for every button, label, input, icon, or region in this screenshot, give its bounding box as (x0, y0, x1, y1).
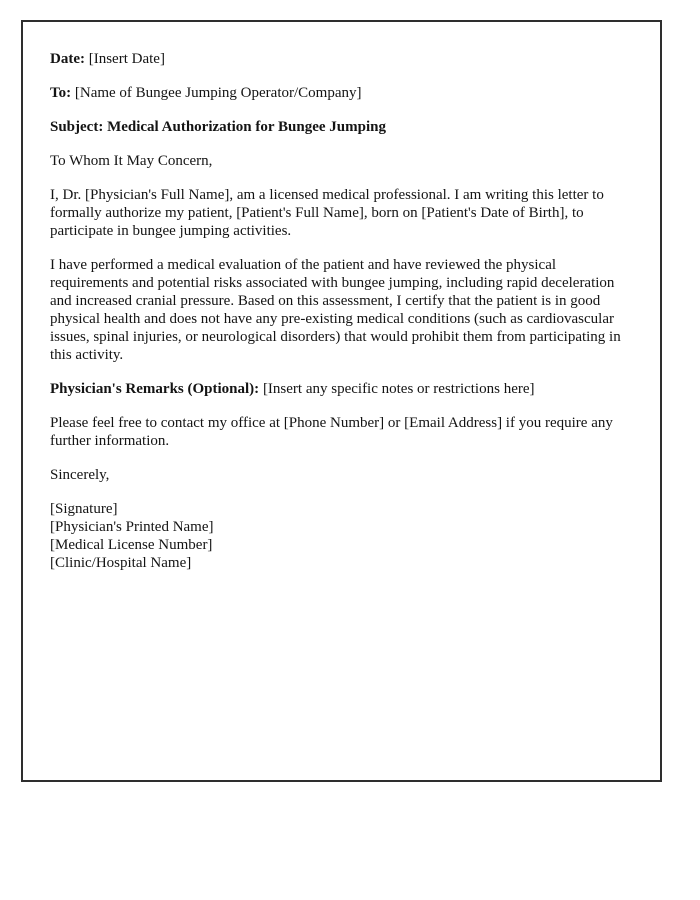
letter-template-box (21, 20, 662, 782)
subject-line: Subject: Medical Authorization for Bungee Jumping (50, 119, 386, 135)
paragraph-intro: I, Dr. [Physician's Full Name], am a licensed medical professional. I am writing this letter to formally authorize my patient, [Patient's Full Name], born on [Patient's Date of Birth], to participate in bungee jumping activities. (50, 187, 604, 239)
remarks-line (50, 380, 633, 398)
remarks-label: Physician's Remarks (Optional): (50, 381, 260, 397)
signature-block (50, 500, 633, 572)
remarks-value: [Insert any specific notes or restrictions here] (262, 381, 535, 397)
date-label: Date: (50, 51, 85, 67)
closing-line: Sincerely, (50, 467, 110, 483)
signature-placeholder: [Signature] (50, 501, 118, 517)
medical-license-number-placeholder: [Medical License Number] (50, 537, 213, 553)
salutation: To Whom It May Concern, (50, 153, 213, 169)
to-label: To: (50, 85, 72, 101)
date-value: [Insert Date] (88, 51, 165, 67)
date-line (50, 50, 633, 68)
clinic-hospital-name-placeholder: [Clinic/Hospital Name] (50, 555, 192, 571)
to-value: [Name of Bungee Jumping Operator/Company] (74, 85, 362, 101)
paragraph-contact: Please feel free to contact my office at [Phone Number] or [Email Address] if you require any further information. (50, 415, 613, 449)
recipient-line (50, 84, 633, 102)
paragraph-evaluation: I have performed a medical evaluation of the patient and have reviewed the physical requirements and potential risks associated with bungee jumping, including rapid deceleration and increased cranial pressure. Based on this assessment, I certify that the patient is in good physical health and does not have any pre-existing medical conditions (such as cardiovascular issues, spinal injuries, or neurological disorders) that would prohibit them from participating in this activity. (50, 257, 621, 363)
physician-printed-name-placeholder: [Physician's Printed Name] (50, 519, 214, 535)
